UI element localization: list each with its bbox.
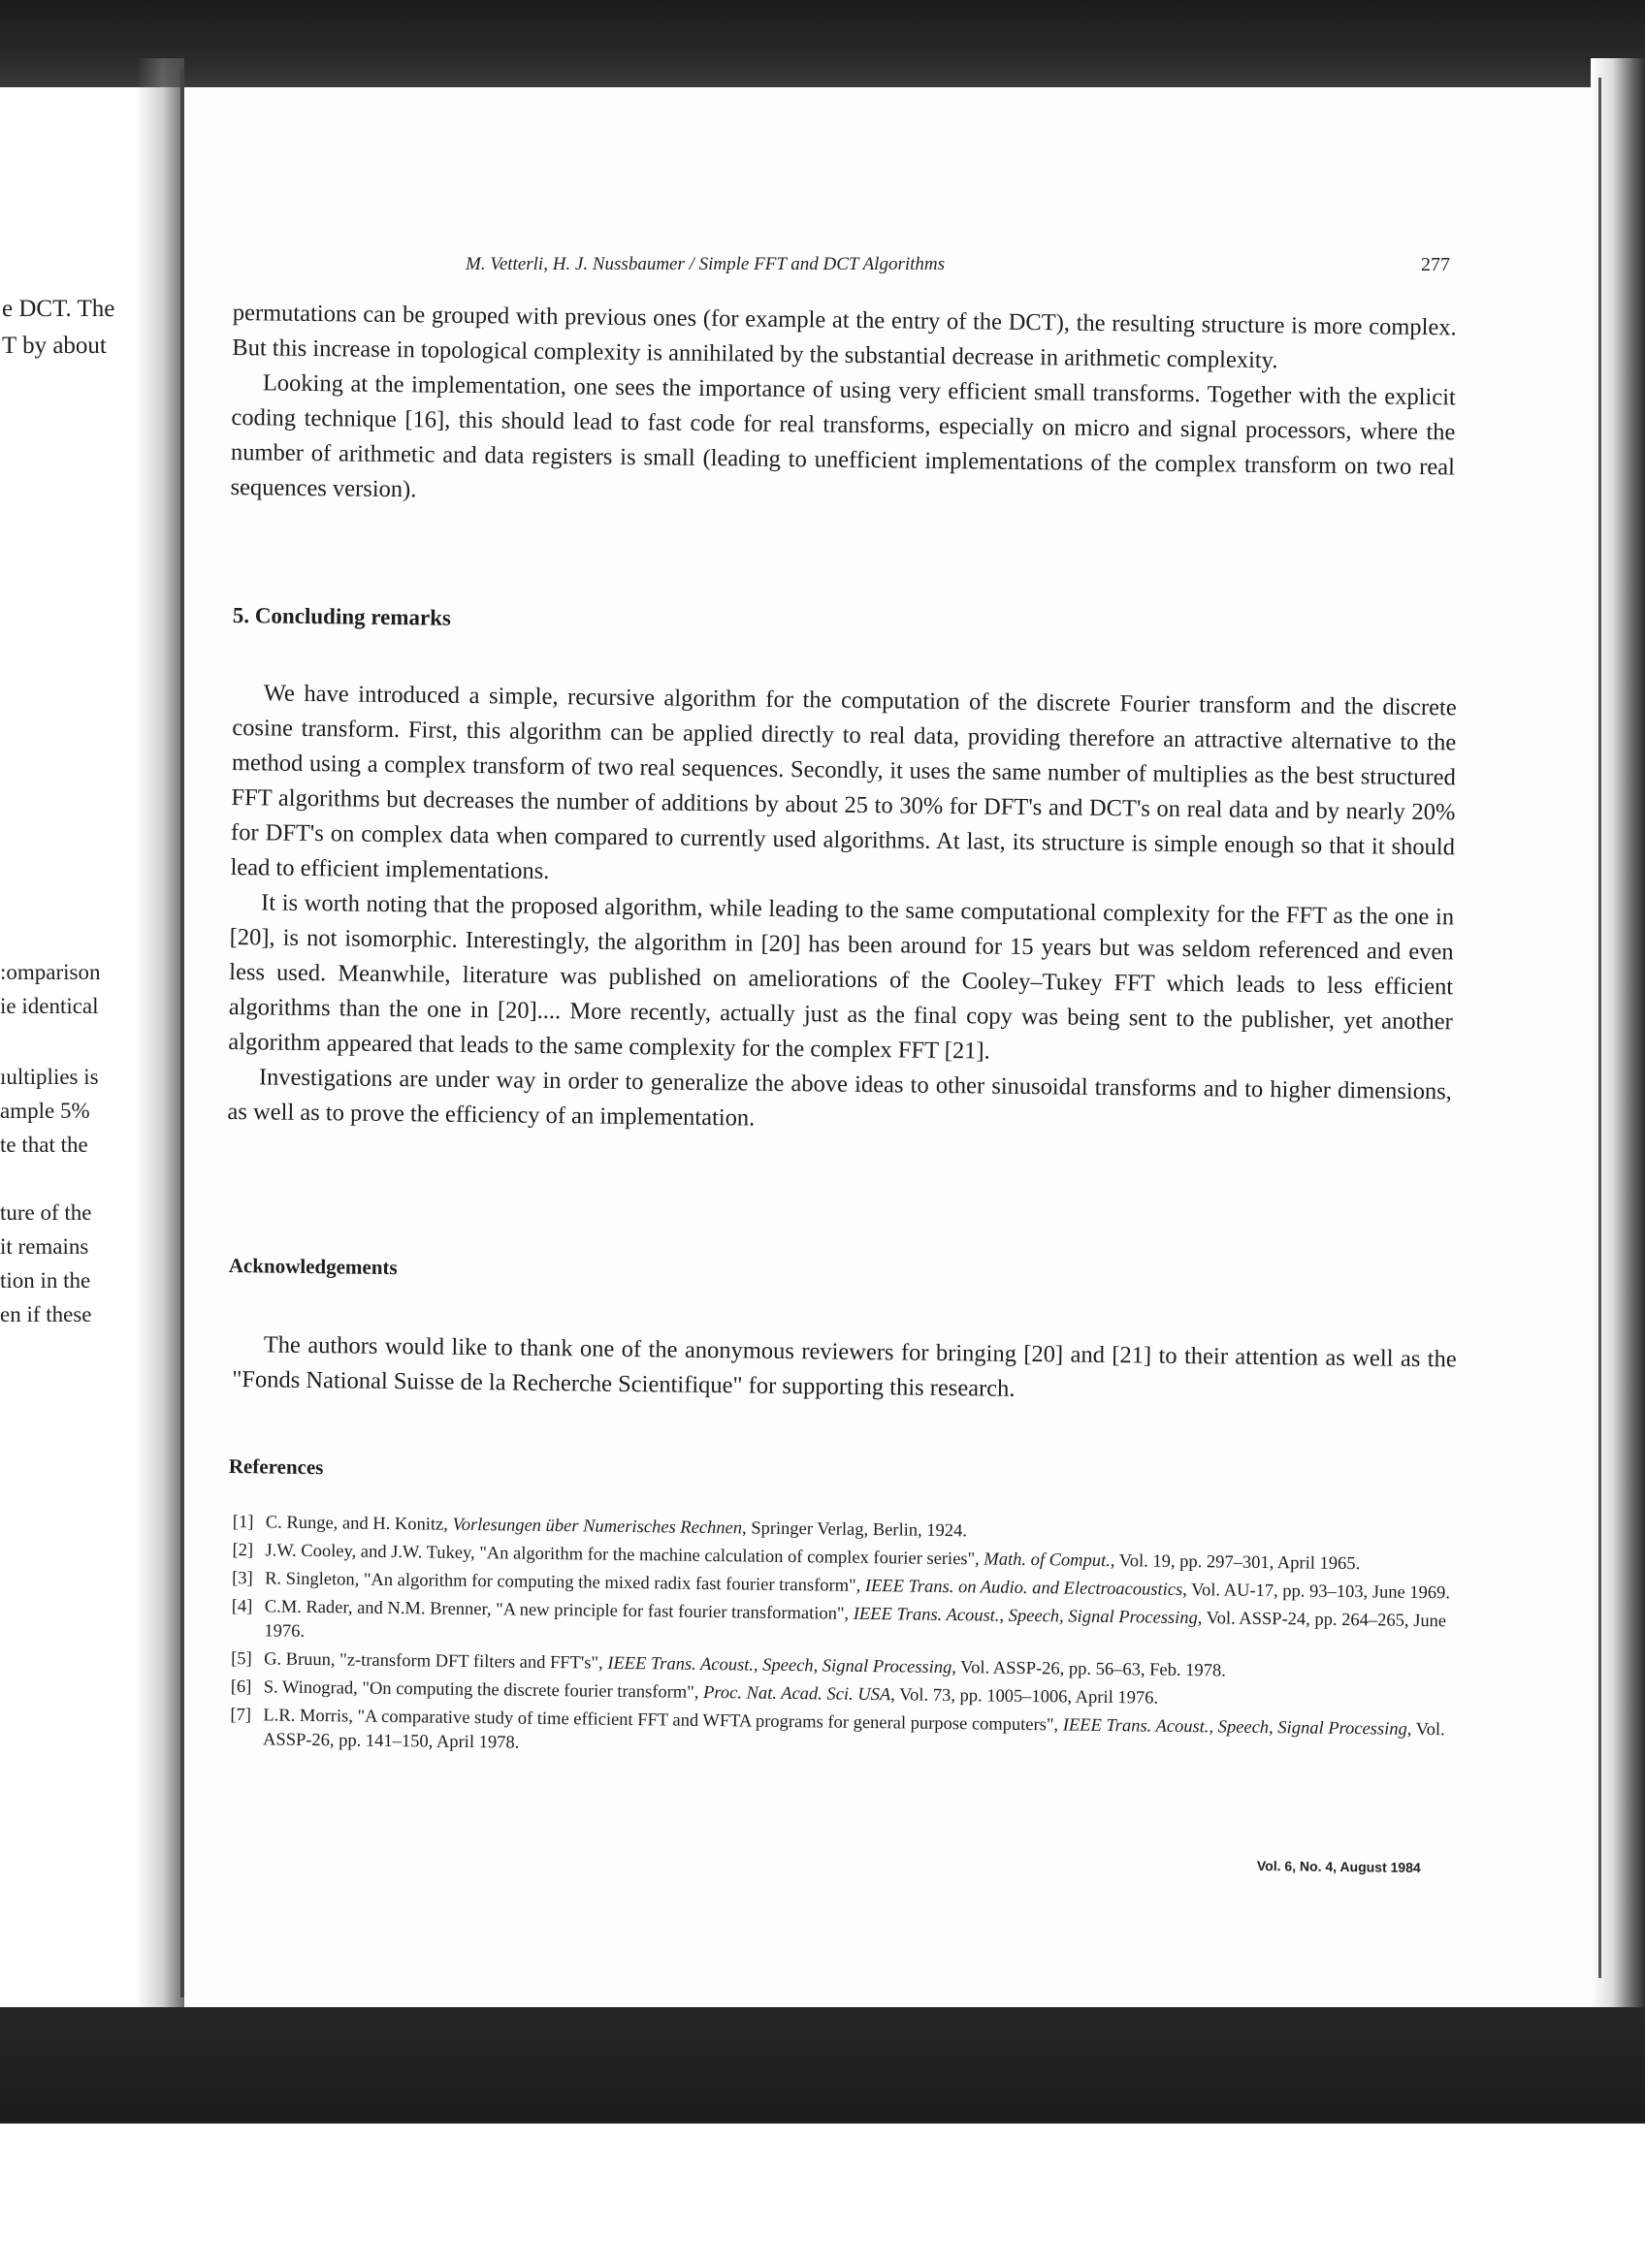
reference-authors: C. Runge, and H. Konitz, [265,1513,453,1535]
reference-text [264,1595,1456,1658]
reference-details: , Vol. ASSP-26, pp. 141–150, April 1978. [262,1719,1445,1753]
reference-list [230,1511,1457,1771]
reference-number: [3] [232,1568,253,1589]
reference-authors: C.M. Rader, and N.M. Brenner, "A new principle for fast fourier transformation", [264,1597,854,1624]
reference-source: IEEE Trans. Acoust., Speech, Signal Processing [853,1604,1198,1629]
reference-details: , Vol. 19, pp. 297–301, April 1965. [1110,1551,1361,1575]
left-page-fragment: T by about [2,333,107,359]
reference-details: , Vol. AU-17, pp. 93–103, June 1969. [1182,1580,1451,1604]
reference-source: Math. of Comput. [984,1549,1111,1572]
reference-text [263,1704,1455,1767]
paragraph: permutations can be grouped with previous ones (for example at the entry of the DCT), the resulting structure is more complex. But this increase in topological complexity is annihilated by the substantial decrease in arithmetic complexity. [232,299,1457,374]
reference-authors: R. Singleton, "An algorithm for computing the mixed radix fast fourier transform", [265,1569,866,1596]
left-page-fragment: en if these [0,1302,92,1326]
book-gutter-shadow [136,58,184,2007]
paragraph: Investigations are under way in order to generalize the above ideas to other sinusoidal transforms and to higher dimensions, as well as to prove the efficiency of an implementation. [227,1064,1453,1132]
reference-source: IEEE Trans. Acoust., Speech, Signal Processing [607,1653,952,1678]
intro-text [230,296,1457,520]
reference-number: [1] [232,1512,254,1533]
issue-footer: Vol. 6, No. 4, August 1984 [1256,1858,1421,1876]
reference-source: Proc. Nat. Acad. Sci. USA [702,1682,891,1706]
reference-number: [2] [232,1540,254,1561]
reference-details: , Vol. 73, pp. 1005–1006, April 1976. [890,1685,1159,1709]
scan-margin-bottom [0,2124,1645,2268]
scanner-top-border [0,0,1645,87]
left-page-fragment: e DCT. The [2,296,115,322]
acknowledgements-body [232,1327,1457,1412]
reference-authors: S. Winograd, "On computing the discrete fourier transform", [263,1677,704,1703]
reference-source: Vorlesungen über Numerisches Rechnen [452,1515,743,1539]
left-page-fragment: ıultiplies is [0,1065,99,1089]
paragraph: We have introduced a simple, recursive algorithm for the computation of the discrete Fourier transform and the discrete cosine transform. First, this algorithm can be applied directly to real data, providing therefore an attractive alternative to the method using a complex transform of two real sequences. Secondly, it uses the same number of multiplies as the best structured FFT algorithms but decreases the number of additions by about 25 to 30% for DFT's and DCT's on real data and by nearly 20% for DFT's on complex data when compared to currently used algorithms. At last, its structure is simple enough so that it should lead to efficient implementations. [230,680,1457,885]
running-head: M. Vetterli, H. J. Nussbaumer / Simple FFT and DCT Algorithms [466,254,946,274]
left-page-fragment: ie identical [0,994,99,1018]
reference-number: [4] [231,1596,253,1617]
reference-number: [5] [231,1648,252,1670]
reference-authors: G. Bruun, "z-transform DFT filters and FFT's", [264,1649,608,1674]
reference-details: , Springer Verlag, Berlin, 1924. [741,1518,968,1542]
paragraph: Looking at the implementation, one sees the importance of using very efficient small transforms. Together with the explicit coding technique [16], this should lead to fast code for real transforms, especially on micro and signal processors, where the number of arithmetic and data registers is small (leading to unefficient implementations of the complex transform on two real sequences version). [230,369,1456,503]
page-edge-right [1598,78,1601,1978]
reference-details: , Vol. ASSP-26, pp. 56–63, Feb. 1978. [952,1658,1226,1681]
reference-number: [7] [230,1705,252,1726]
reference-number: [6] [230,1677,252,1698]
left-page-fragment: :omparison [0,960,101,984]
left-page-fragment: ample 5% [0,1099,90,1123]
reference-authors: J.W. Cooley, and J.W. Tukey, "An algorithm for the machine calculation of complex fourier series", [265,1541,984,1570]
reference-item [230,1704,1455,1767]
left-page-fragment: ture of the [0,1200,92,1225]
reference-authors: L.R. Morris, "A comparative study of time efficient FFT and WFTA programs for general purpose computers", [263,1706,1063,1736]
left-page-fragment: tion in the [0,1268,91,1293]
reference-source: IEEE Trans. Acoust., Speech, Signal Processing [1062,1715,1407,1740]
left-page-fragment: it remains [0,1234,89,1259]
section-heading: 5. Concluding remarks [232,603,452,630]
paragraph: The authors would like to thank one of the anonymous reviewers for bringing [20] and [21] to their attention as well as the "Fonds National Suisse de la Recherche Scientifique" for supporting this research. [232,1331,1457,1402]
left-page-fragment: te that the [0,1133,88,1157]
scanner-bottom-border [0,2007,1645,2124]
acknowledgements-heading: Acknowledgements [228,1254,398,1280]
section-body [227,676,1457,1144]
references-heading: References [228,1454,324,1480]
paragraph: It is worth noting that the proposed algorithm, while leading to the same computational complexity for the FFT as the one in [20], is not isomorphic. Interestingly, the algorithm in [20] has been around for 15 years but was seldom referenced and even less used. Meanwhile, literature was published on ameliorations of the Cooley–Tukey FFT which leads to less efficient algorithms than the one in [20].... More recently, actually just as the final copy was being sent to the publisher, yet another algorithm appeared that leads to the same complexity for the complex FFT [21]. [228,889,1455,1065]
reference-details: , Vol. ASSP-24, pp. 264–265, June 1976. [264,1609,1447,1642]
reference-source: IEEE Trans. on Audio. and Electroacoustics [864,1576,1183,1600]
page-number: 277 [1421,254,1450,275]
